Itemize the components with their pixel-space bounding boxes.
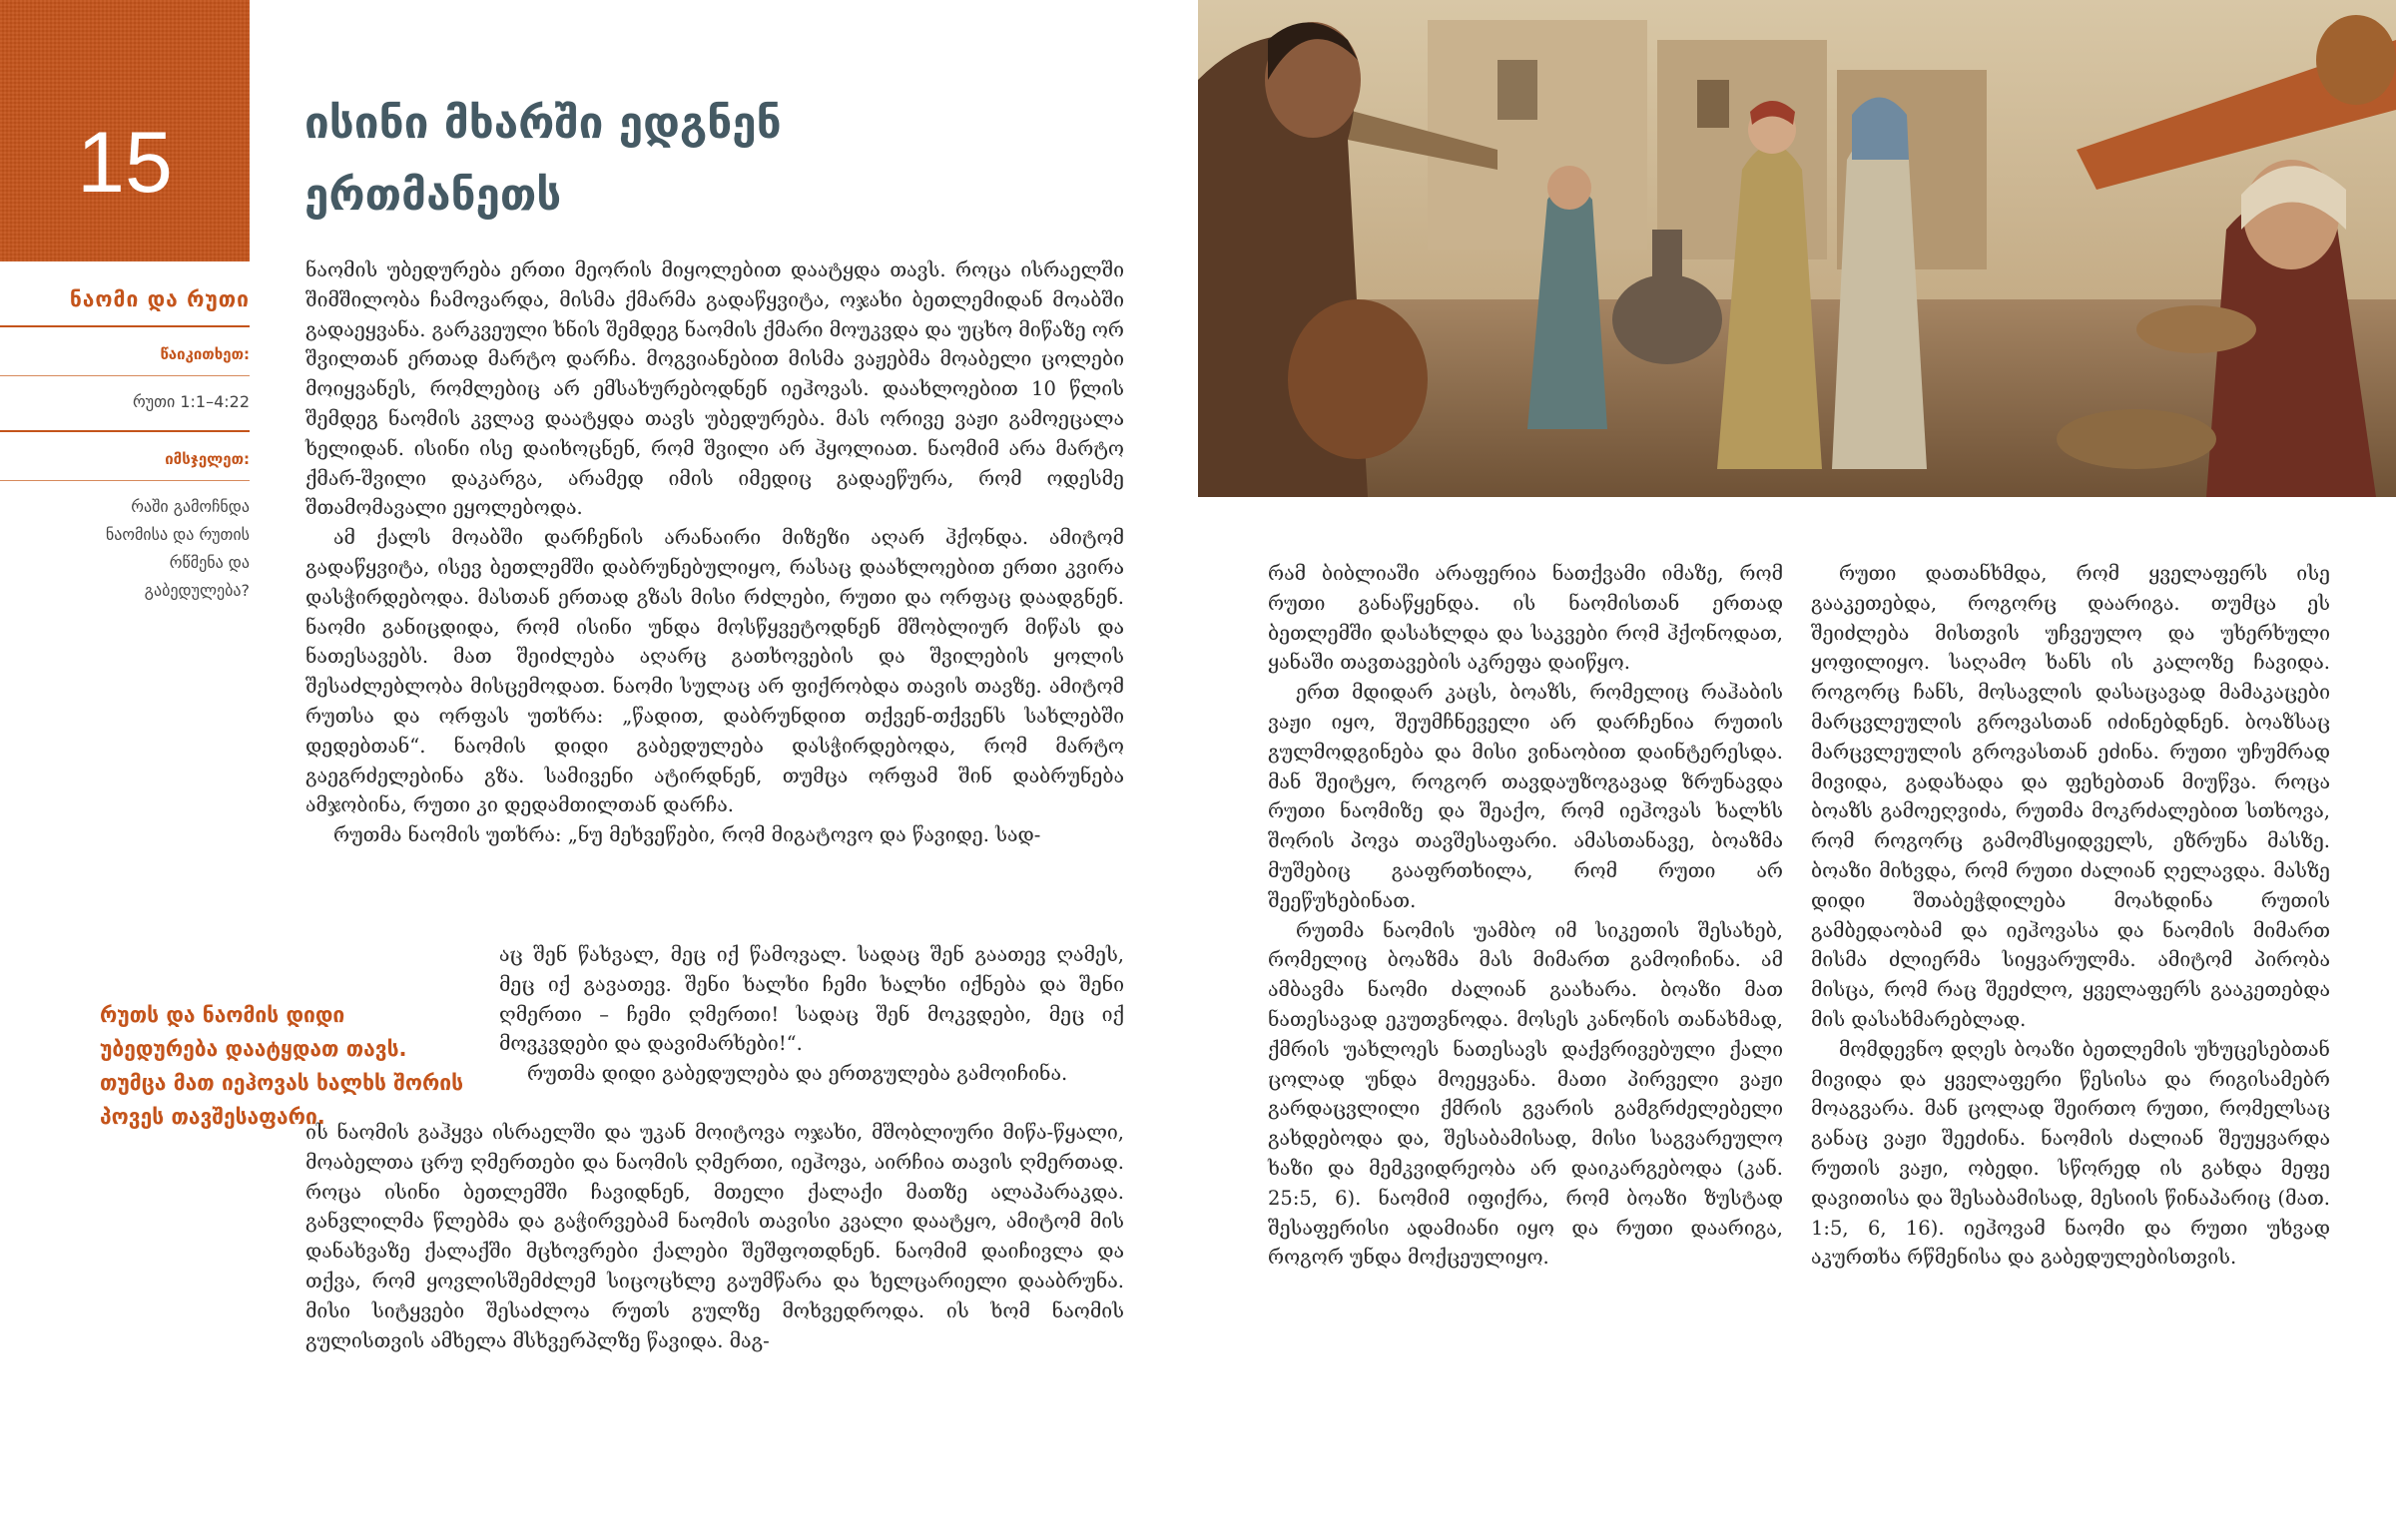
paragraph: რუთმა დიდი გაბედულება და ერთგულება გამოიჩინა. — [527, 1062, 1068, 1086]
sidebar — [0, 279, 250, 619]
article-column-left-indented — [499, 940, 1124, 1089]
page-title — [304, 88, 864, 232]
paragraph: აც შენ წახვალ, მეც იქ წამოვალ. სადაც შენ გაათევ ღამეს, მეც იქ გავათევ. შენი ხალხი ჩემი ხალხი იქნება და შენი ღმერთი – ჩემი ღმერთი! სადაც შენ მოკვდები, მეც იქ მოვკვდები და დავიმარხები!“. — [499, 943, 1124, 1056]
chapter-number: 15 — [77, 115, 173, 211]
paragraph: რუთმა ნაომის უთხრა: „ნუ მეხვეწები, რომ მიგატოვო და წავიდე. სად- — [333, 823, 1041, 847]
paragraph: ამ ქალს მოაბში დარჩენის არანაირი მიზეზი აღარ ჰქონდა. ამიტომ გადაწყვიტა, ისევ ბეთლემში დაბრუნებულიყო, რასაც დაახლოებით ერთი კვირა დასჭირდებოდა. მასთან ერთად გზას მისი რძლები, რუთი და ორფაც დაადგნენ. ნაომი განიცდიდა, რომ ისინი უნდა მოსწყვეტოდნენ მშობლიურ მიწას და ნათესავებს. მათ შეიძლება აღარც გათხოვების და შვილების ყოლის შესაძლებლობა მისცემოდათ. ნაომი სულაც არ ფიქრობდა თავის თავზე. ამიტომ რუთსა და ორფას უთხრა: „წადით, დაბრუნდით თქვენ-თქვენს სახლებში დედებთან“. ნაომის დიდი გაბედულება დასჭირდებოდა, რომ მარტო გაეგრძელებინა გზა. სამივენი ატირდნენ, თუმცა ორფამ შინ დაბრუნება ამჯობინა, რუთი კი დედამთილთან დარჩა. — [305, 526, 1124, 817]
chapter-number-block — [0, 0, 250, 261]
page-title-line: ისინი მხარში ედგნენ — [304, 98, 782, 149]
illustration-ruth-naomi-bethlehem — [1198, 0, 2396, 497]
paragraph: ის ნაომის გაჰყვა ისრაელში და უკან მოიტოვა ოჯახი, მშობლიური მიწა-წყალი, მოაბელთა ცრუ ღმერთები და ნაომის ღმერთი, იეჰოვა, აირჩია თავის ღმერთად. როცა ისინი ბეთლემში ჩავიდნენ, მთელი ქალაქი მათზე ალაპარაკდა. განვლილმა წლებმა და გაჭირვებამ ნაომის თავისი კვალი დაატყო, ამიტომ მის დანახვაზე ქალაქში მცხოვრები ქალები შეშფოთდნენ. ნაომიმ დაიჩივლა და თქვა, რომ ყოვლისშემძლემ სიცოცხლე გაუმწარა და ხელცარიელი დააბრუნა. მისი სიტყვები შესაძლოა რუთს გულზე მოხვედროდა. ის ხომ ნაომის გულისთვის ამხელა მსხვერპლზე წავიდა. მაგ- — [305, 1121, 1124, 1352]
article-column-left — [305, 256, 1124, 850]
article-column-right — [1811, 559, 2330, 1273]
discuss-label: იმსჯელეთ: — [165, 450, 250, 468]
read-reference: რუთი 1:1–4:22 — [133, 392, 250, 411]
paragraph: რუთი დათანხმდა, რომ ყველაფერს ისე გააკეთებდა, როგორც დაარიგა. თუმცა ეს შეიძლება მისთვის უჩვეულო და უხერხული ყოფილიყო. საღამო ხანს ის კალოზე ჩავიდა. როგორც ჩანს, მოსავლის დასაცავად მამაკაცები მარცვლეულის გროვასთან იძინებდნენ. ბოაზსაც მარცვლეულის გროვასთან ეძინა. რუთი უჩუმრად მივიდა, გადახადა და ფეხებთან მიუწვა. როცა ბოაზს გამოეღვიძა, რუთმა მოკრძალებით სთხოვა, რომ როგორც გამომსყიდველს, ეზრუნა მასზე. ბოაზი მიხვდა, რომ რუთი ძალიან ღელავდა. მასზე დიდი შთაბეჭდილება მოახდინა რუთის გამბედაობამ და იეჰოვასა და ნაომის მიმართ მისმა ძლიერმა სიყვარულმა. ამიტომ პირობა მისცა, რომ რაც შეეძლო, ყველაფერს გააკეთებდა მის დასახმარებლად. — [1811, 562, 2330, 1031]
paragraph: რუთმა ნაომის უამბო იმ სიკეთის შესახებ, რომელიც ბოაზმა მას მიმართ გამოიჩინა. ამ ამბავმა ნაომი ძალიან გაახარა. ბოაზი მათ ნათესავად ეკუთვნოდა. მოსეს კანონის თანახმად, ქმრის უახლოეს ნათესავს დაქვრივებული ქალი ცოლად უნდა მოეყვანა. მათი პირველი ვაჟი გარდაცვლილი ქმრის გვარის გამგრძელებელი გახდებოდა და, შესაბამისად, მისი საგვარეულო ხაზი და მემკვიდრეობა არ დაიკარგებოდა (კან. 25:5, 6). ნაომიმ იფიქრა, რომ ბოაზი ზუსტად შესაფერისი ადამიანი იყო და რუთი დაარიგა, როგორ უნდა მოქცეულიყო. — [1268, 918, 1783, 1270]
paragraph: ერთ მდიდარ კაცს, ბოაზს, რომელიც რაჰაბის ვაჟი იყო, შეუმჩნეველი არ დარჩენია რუთის გულმოდგინება და მისი ვინაობით დაინტერესდა. მან შეიტყო, როგორ თავდაუზოგავად ზრუნავდა რუთი ნაომიზე და შეაქო, რომ იეჰოვას ხალხს შორის პოვა თავშესაფარი. ამასთანავე, ბოაზმა მუშებიც გააფრთხილა, რომ რუთი არ შეეწუხებინათ. — [1268, 681, 1783, 912]
article-column-middle — [1268, 559, 1783, 1273]
pull-quote: რუთს და ნაომის დიდი უბედურება დაატყდათ თავს. თუმცა მათ იეჰოვას ხალხს შორის პოვეს თავშესაფარი. — [100, 1003, 464, 1129]
sidebar-title: ნაომი და რუთი — [69, 287, 250, 311]
paragraph: მომდევნო დღეს ბოაზი ბეთლემის უხუცესებთან მივიდა და ყველაფერი წესისა და რიგისამებრ მოაგვარა. მან ცოლად შეირთო რუთი, რომელსაც განაც ვაჟი შეეძინა. ნაომის ძალიან შეუყვარდა რუთის ვაჟი, ობედი. სწორედ ის გახდა მეფე დავითისა და შესაბამისად, მესიის წინაპარიც (მათ. 1:5, 6, 16). იეჰოვამ ნაომი და რუთი უხვად აკურთხა რწმენისა და გაბედულებისთვის. — [1811, 1037, 2330, 1270]
read-label: წაიკითხეთ: — [160, 345, 250, 363]
article-column-left-bottom — [305, 1118, 1124, 1355]
page-title-line: ერთმანეთს — [304, 170, 562, 221]
discuss-question: რაში გამოჩნდა ნაომისა და რუთის რწმენა და გაბედულება? — [105, 497, 250, 600]
paragraph: რამ ბიბლიაში არაფერია ნათქვამი იმაზე, რომ რუთი განაწყენდა. ის ნაომისთან ერთად ბეთლემში დასახლდა და საკვები რომ ჰქონოდათ, ყანაში თავთავების აკრეფა დაიწყო. — [1268, 562, 1783, 675]
paragraph: ნაომის უბედურება ერთი მეორის მიყოლებით დაატყდა თავს. როცა ისრაელში შიმშილობა ჩამოვარდა, მისმა ქმარმა გადაწყვიტა, ოჯახი ბეთლემიდან მოაბში გადაეყვანა. გარკვეული ხნის შემდეგ ნაომის ქმარი მოუკვდა და უცხო მიწაზე ორ შვილთან ერთად მარტო დარჩა. მოგვიანებით მისმა ვაჟებმა მოაბელი ცოლები მოიყვანეს, რომლებიც არ ემსახურებოდნენ იეჰოვას. დაახლოებით 10 წლის შემდეგ ნაომის კვლავ დაატყდა თავს უბედურება. მას ორივე ვაჟი გამოეცალა ხელიდან. ისინი ისე დაიხოცნენ, რომ შვილი არ ჰყოლიათ. ნაომიმ არა მარტო ქმარ-შვილი დაკარგა, არამედ იმის იმედიც გადაეწურა, რომ ოდესმე შთამომავალი ეყოლებოდა. — [305, 258, 1124, 520]
